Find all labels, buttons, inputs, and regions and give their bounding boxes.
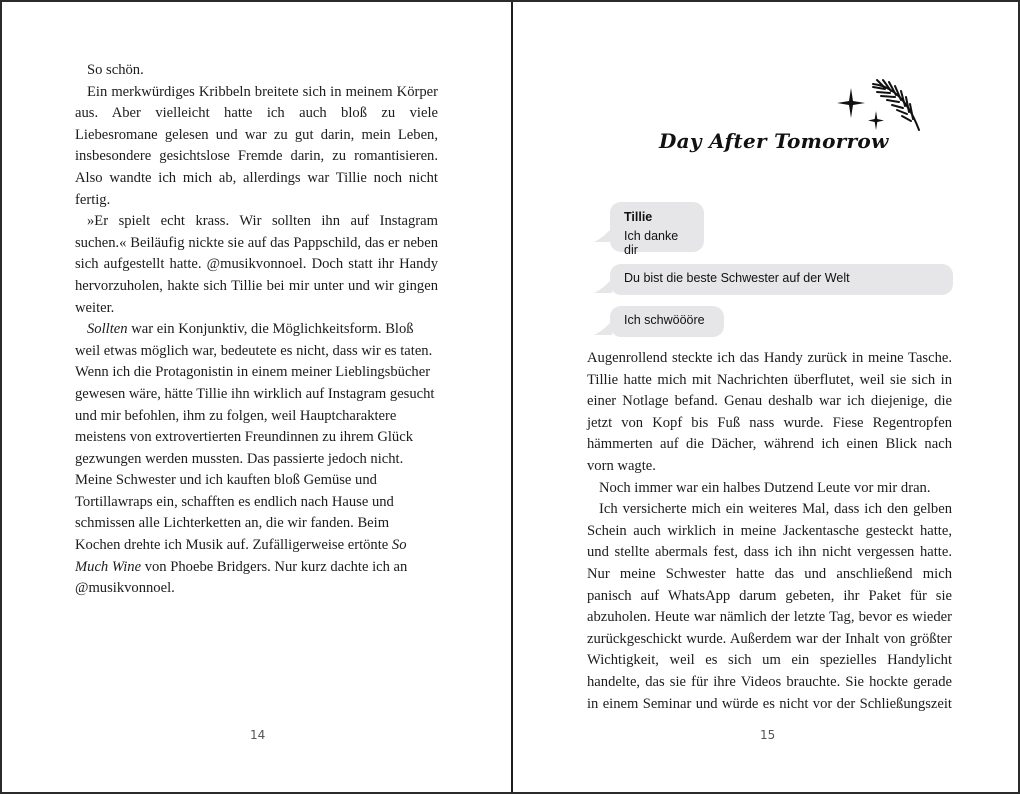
message-text: Du bist die beste Schwester auf der Welt	[624, 271, 850, 285]
message-sender: Tillie	[624, 210, 653, 224]
italic-word: Sollten	[87, 321, 128, 338]
paragraph: Ich versicherte mich ein weiteres Mal, dass ich den gelben Schein auch wirklich in meine Jackentasche gesteckt hatte, und stellte abermals fest, dass ich ihn nicht vergessen hatte. Nur meine Schwester hatte das und anschließend mich panisch auf WhatsApp darum gebeten, ihr Paket für sie abzuholen. Heute war nämlich der letzte Tag, bevor es wieder zurückgeschickt wurde. Außerdem war der Inhalt von größter Wichtigkeit, weil es sich um ein spezielles Handylicht handelte, das sie für ihre Videos brauchte. Sie hockte gerade in einem Seminar und würde es nicht vor der Schließungszeit	[587, 501, 952, 712]
feather-icon	[873, 80, 919, 130]
page-number: 14	[250, 728, 266, 742]
sparkles-and-feather-icon	[829, 74, 929, 136]
paragraph	[75, 319, 438, 600]
message-text: Ich danke dir	[624, 229, 679, 257]
message-bubble	[610, 264, 953, 295]
right-page-body	[587, 348, 952, 715]
message-bubble	[610, 202, 704, 257]
message-text: Ich schwöööre	[624, 313, 705, 327]
left-page-body	[75, 60, 438, 600]
paragraph: »Er spielt echt krass. Wir sollten ihn auf Instagram suchen.« Beiläufig nickte sie auf das Pappschild, das er neben sich aufgestellt hatte. @musikvonnoel. Doch statt ihr Handy hervorzuholen, hakte sich Tillie bei mir unter und wir gingen weiter.	[75, 213, 438, 316]
chapter-title: Day After Tomorrow	[659, 129, 889, 153]
sparkle-icon	[837, 88, 884, 130]
song-title: So Much Wine	[75, 537, 407, 575]
message-bubble	[610, 306, 724, 337]
paragraph-text: von Phoebe Bridgers. Nur kurz dachte ich an @musikvonnoel.	[75, 558, 408, 597]
paragraph: Augenrollend steckte ich das Handy zurück in meine Tasche. Tillie hatte mich mit Nachrichten überflutet, weil sie sich in einer Notlage befand. Genau deshalb war ich diejenige, die jetzt von Kopf bis Fuß nass wurde. Fiese Regentropfen hämmerten auf die Dächer, während ich einen Blick nach vorn wagte.	[587, 350, 952, 474]
paragraph: So schön.	[87, 62, 144, 78]
paragraph: Noch immer war ein halbes Dutzend Leute vor mir dran.	[599, 479, 931, 496]
page-number: 15	[760, 728, 776, 742]
paragraph-text: war ein Konjunktiv, die Möglichkeitsform. Bloß weil etwas möglich war, bedeutete es nicht, dass wir es taten. Wenn ich die Protagonistin in einem meiner Lieblingsbücher gewesen wäre, hätte Tillie ihn wirklich auf Instagram gesucht und mir befohlen, ihm zu folgen, weil Hauptcharaktere meistens von extrovertierten Freundinnen zu ihrem Glück gezwungen werden mussten. Das passierte jedoch nicht. Meine Schwester und ich kauften bloß Gemüse und Tortillawraps ein, schafften es endlich nach Hause und schmissen alle Lichterketten an, die wir fanden. Beim Kochen drehte ich Musik auf. Zufälligerweise ertönte	[75, 321, 435, 554]
paragraph: Ein merkwürdiges Kribbeln breitete sich in meinem Körper aus. Aber vielleicht hatte ich auch bloß zu viele Liebesromane gelesen und war zu gut darin, mein Leben, insbesondere gesichtslose Fremde darin, zu romantisieren. Also wandte ich mich ab, allerdings war Tillie noch nicht fertig.	[75, 83, 438, 208]
left-page	[2, 2, 511, 792]
right-page	[513, 2, 1018, 792]
